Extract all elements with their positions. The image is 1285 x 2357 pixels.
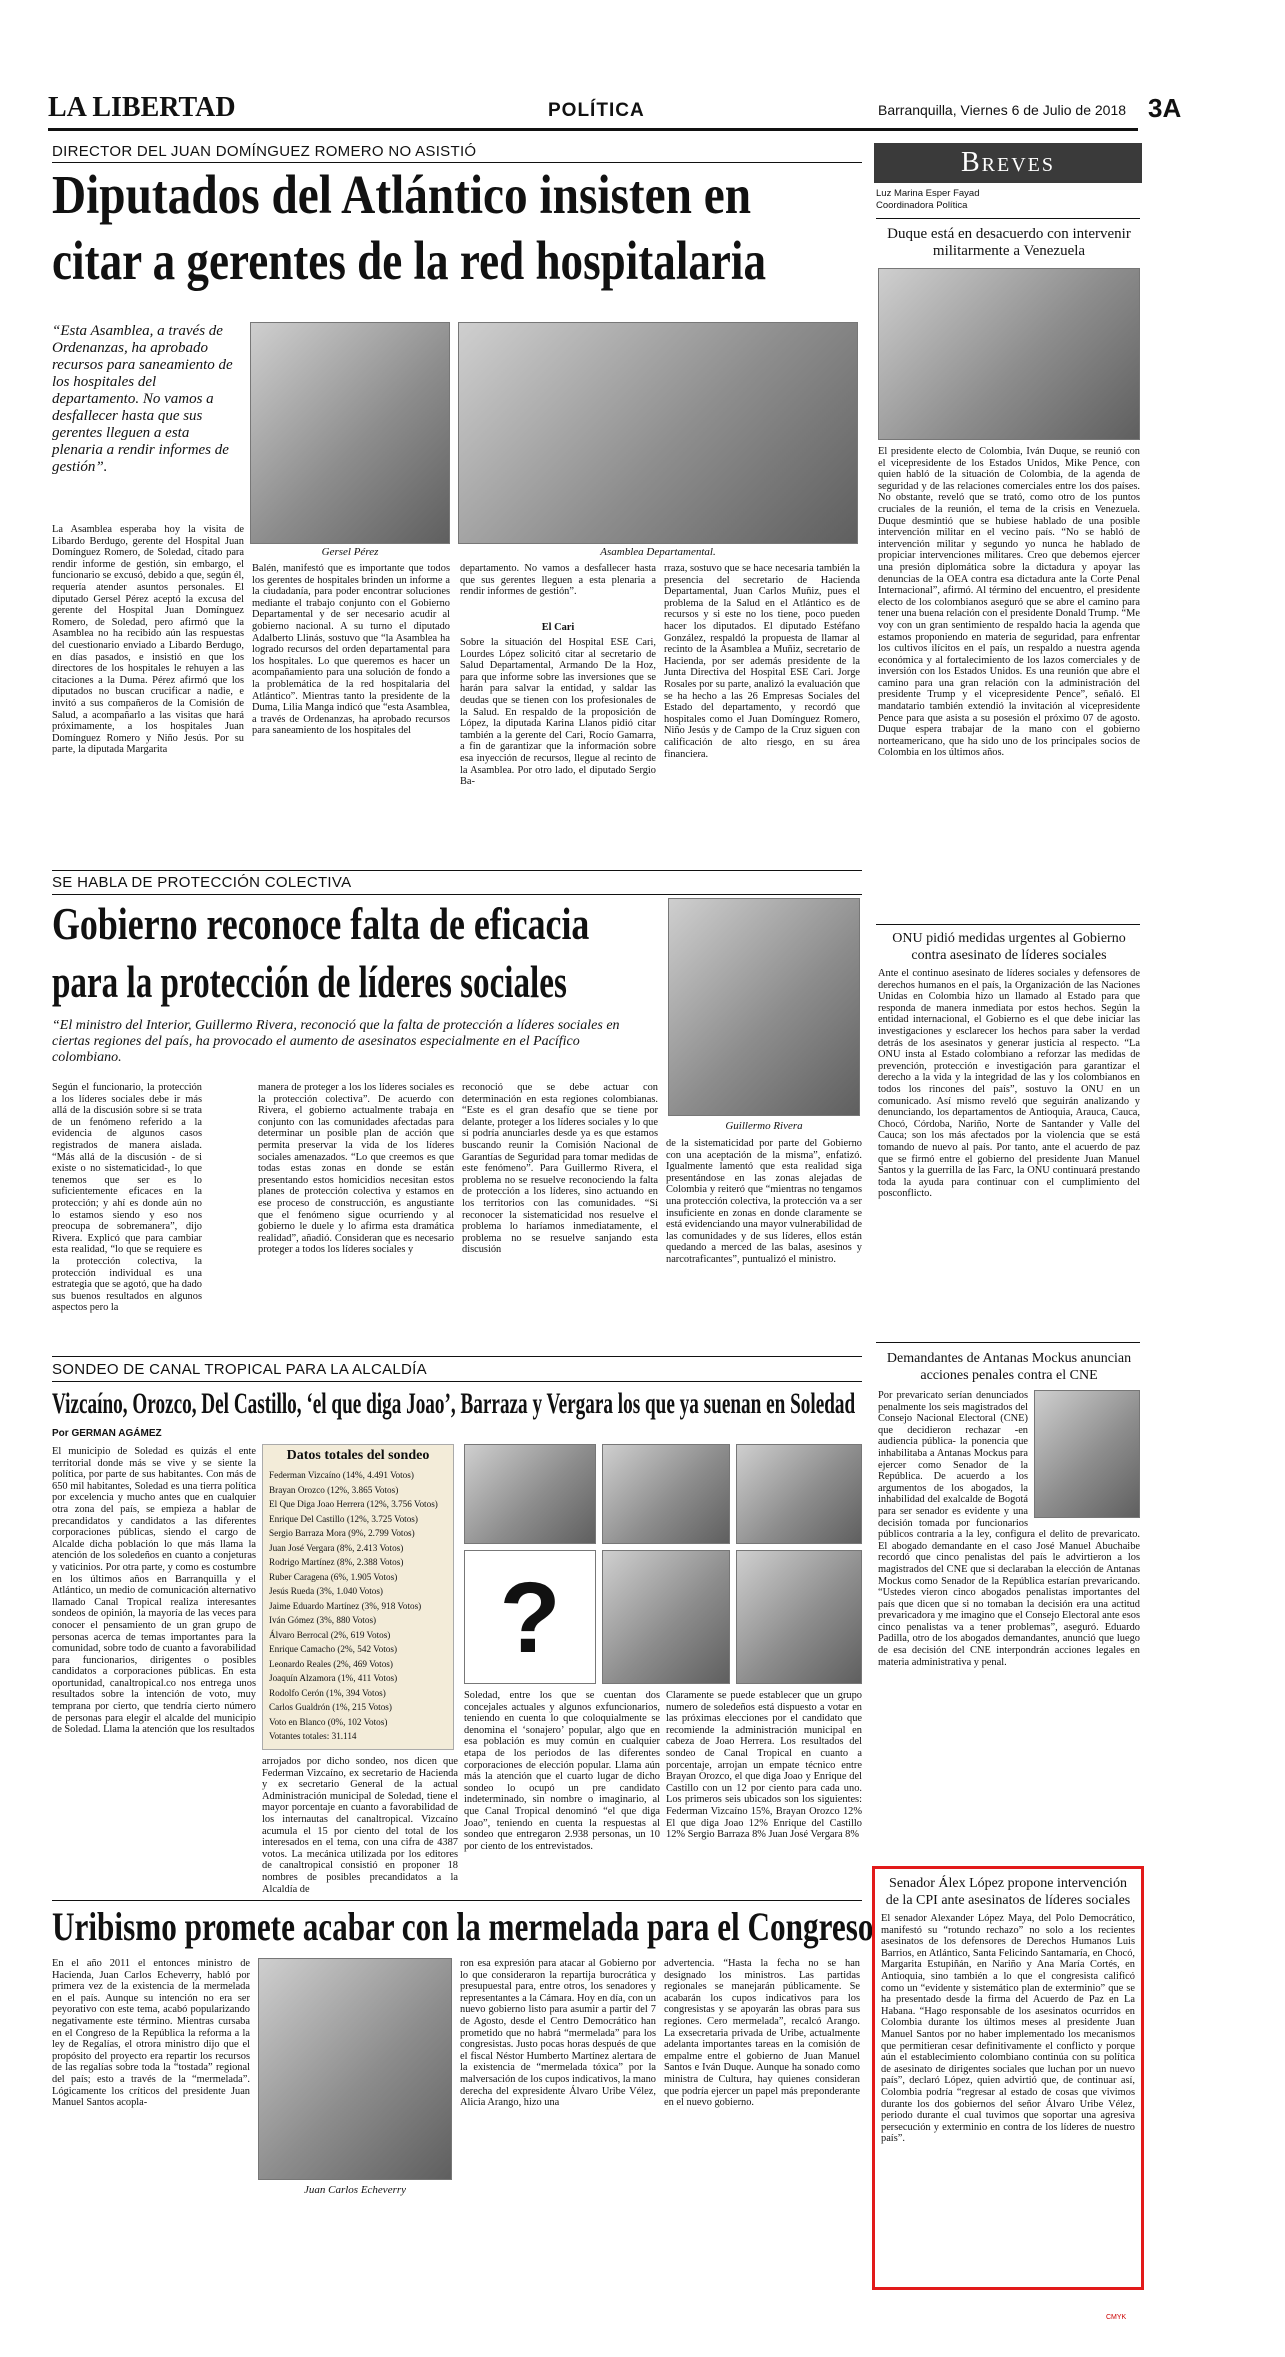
brief4-box [872,1866,1144,2290]
story1-col3b: Sobre la situación del Hospital ESE Cari, Lourdes López solicitó citar al secretario de Salud Departamental, Armando De la Hoz, para que informe sobre las inversiones que se harán para salvar la entidad, y saldar las deudas que se tienen con los profesionales de la Salud. En respaldo de la proposición de López, la diputada Karina Llanos pidió citar también a la gerente del Cari, Rocío Gamarra, a fin de garantizar que la información sobre esa inyección de recursos, llegue al recinto de la Asamblea. Por otro lado, el diputado Sergio Ba- [460,637,656,788]
brief1-text: El presidente electo de Colombia, Iván Duque, se reunió con el vicepresidente de los Estados Unidos, Mike Pence, con quien habló de la situación de Colombia, de la agenda de seguridad y de las relaciones comerciales entre los dos países. No obstante, reveló que se trató, como otro de los puntos cruciales de la reunión, el tema de la crisis en Venezuela. Duque desmintió que se hubiese hablado de una posible intervención militar en el vecino país. “No se habló de intervención militar y segundo yo nunca he hablado de propiciar intervenciones militares. Creo que debemos ejercer una presión diplomática sobre la dictadura y apoyar las denuncias de la OEA contra esa dictadura ante la Corte Penal Internacional”, afirmó. Al término del encuentro, el presidente electo de los colombianos aseguró que se abre el camino para tener una buena relación con el presidente Donald Trump. “Me voy con un gran sentimiento de respaldo hacia la agenda que estamos proponiendo en materia de seguridad, para enfrentar los cultivos ilícitos en el país, un respaldo a nuestra agenda económica y al fortalecimiento de los lazos comerciales y de inversión con los Estados Unidos. Es una reunión que abre el camino para una gran relación con la administración del presidente Trump y el vicepresidente Pence”, señaló. El mandatario también extendió la invitación al vicepresidente Pence para que asista a su posesión el próximo 07 de agosto. Duque espera trabajar de la mano con el gobierno norteamericano, que ha sido uno de los principales socios de Colombia en los últimos años. [878,446,1140,759]
question-mark-icon: ? [499,1562,561,1674]
brief4-text: El senador Alexander López Maya, del Polo Democrático, manifestó su “rotundo rechazo” no solo a los recientes asesinatos de los defensores de Derechos Humanos Luis Barrios, en Atlántico, Santa Felicindo Santamaría, en Chocó, Margarita Estupiñán, en Nariño y Ana María Cortés, en Antioquia, sino también a lo que el congresista calificó como un “evidente y sistemático plan de exterminio” que se ha presentado desde la firma del Acuerdo de Paz en La Habana. “Hago responsable de los asesinatos ocurridos en Colombia durante los últimos meses al presidente Juan Manuel Santos por no haber implementado los mecanismos que permitieran cesar definitivamente el conflicto y porque aún el establecimiento colombiano continúa con su política de asesinato de dirigentes sociales que luchan por un nuevo país”, declaró López, quien advirtió que, de continuar así, Colombia podría “regresar al estado de cosas que vivimos durante los dos gobiernos del señor Álvaro Uribe Vélez, periodo durante el cual tuvimos que soportar una agresiva persecución y exterminio en contra de los líderes de nuestro país”. [881,1913,1135,2145]
poll-box-title: Datos totales del sondeo [286,1448,430,1463]
unknown-candidate-placeholder [464,1550,596,1684]
poll-box [262,1444,454,1750]
story1-caption-1: Gersel Pérez [321,546,379,558]
brief2-title: ONU pidió medidas urgentes al Gobierno contra asesinato de líderes sociales [892,931,1126,963]
story3-headline: Vizcaíno, Orozco, Del Castillo, ‘el que diga Joao’, Barraza y Vergara los que ya suenan en Soledad [52,1387,856,1420]
poll-entry: Voto en Blanco (0%, 102 Votos) [269,1716,388,1727]
masthead [48,90,1182,130]
story3-col2: arrojados por dicho sondeo, nos dicen que Federman Vizcaíno, ex secretario de Hacienda y ex secretario General de la actual Administración municipal de Soledad, tiene el mayor porcentaje en cuanto a favorabilidad de los internautas del canaltropical. Vizcaíno acumula el 15 por ciento del total de los interesados en el tema, con una cifra de 4387 votos. La mecánica utilizada por los editores de canaltropical consistió en proponer 18 nombres de posibles precandidatos a la Alcaldía de [262,1756,458,1895]
story4-headline: Uribismo promete acabar con la mermelada para el Congreso [52,1904,874,1949]
story3-kicker-rule [52,1381,862,1382]
brief3-photo-mockus [1034,1390,1140,1518]
story3-bottom-rule [52,1900,862,1901]
candidate-photo-4 [602,1550,730,1684]
story1-photo-asamblea [458,322,858,544]
story2-kicker: SE HABLA DE PROTECCIÓN COLECTIVA [52,874,352,891]
story1-bottom-rule [52,870,862,871]
poll-entry: Sergio Barraza Mora (9%, 2.799 Votos) [269,1528,415,1538]
poll-entry: Carlos Gualdrón (1%, 215 Votos) [269,1702,392,1712]
story2-col1: Según el funcionario, la protección a los líderes sociales debe ir más allá de la discusión sobre si se trata de un fenómeno referido a la evidencia de algunos casos registrados de manera aislada. “Más allá de la discusión - de si existe o no sistematicidad-, lo que tenemos que ser es lo suficientemente eficaces en la protección; y ahí es donde aún no lo estamos siendo y eso nos preocupa de sobremanera”, dijo Rivera. Explicó que para cambiar esta realidad, “lo que se requiere es la protección colectiva, la protección individual es una estrategia que se agotó, que ha dado sus buenos resultados en algunos aspectos pero la [52,1082,202,1314]
story4-col2: ron esa expresión para atacar al Gobierno por lo que consideraron la repartija burocrática y presupuestal para, entre otros, los senadores y representantes a la Cámara. Hoy en día, con un nuevo gobierno listo para asumir a partir del 7 de Agosto, desde el Centro Democrático han prometido que no habrá “mermelada” para los congresistas. Justo pocas horas después de que el fiscal Néstor Humberto Martínez alertara de la existencia de “mermelada tóxica” por la malversación de los cupos indicativos, la mano derecha del expresidente Álvaro Uribe Vélez, Alicia Arango, hizo una [460,1958,656,2109]
story3-col3: Soledad, entre los que se cuentan dos concejales actuales y algunos exfuncionarios, teniendo en cuenta lo que coloquialmente se denomina el ‘sonajero’ popular, algo que en esa población es muy común en cualquier etapa de los periodos de las diferentes corporaciones de elección popular. Llama aún más la atención que el cuarto lugar de dicho sondeo lo ocupó un pre candidato indeterminado, sin nombre o imaginario, al que Canal Tropical denominó “el que diga Joao”, teniendo en cuenta la respuestas al sondeo que entregaron 2.938 personas, un 10 por ciento de los entrevistados. [464,1690,660,1852]
masthead-rule [48,128,1138,131]
page-number: 3A [1148,93,1182,123]
candidate-photo-1 [464,1444,596,1544]
story2-caption: Guillermo Rivera [725,1120,803,1132]
poll-entry: Jaime Eduardo Martínez (3%, 918 Votos) [269,1600,422,1611]
story4-photo-echeverry [258,1958,452,2180]
story1-kicker-rule [52,162,862,163]
section-name: POLÍTICA [548,100,645,121]
poll-entry: El Que Diga Joao Herrera (12%, 3.756 Votos) [269,1499,438,1509]
poll-entry: Enrique Camacho (2%, 542 Votos) [269,1644,398,1654]
poll-entry: Ruber Caragena (6%, 1.905 Votos) [269,1571,398,1582]
breves-rule-3 [876,1342,1140,1343]
poll-entry: Brayan Orozco (12%, 3.865 Votos) [269,1484,399,1495]
poll-entry: Rodolfo Cerón (1%, 394 Votos) [269,1687,386,1698]
story1-lede: “Esta Asamblea, a través de Ordenanzas, ha aprobado recursos para saneamiento de los hospitales del departamento. No vamos a desfallecer hasta que sus gerentes lleguen a esta plenaria a rendir informes de gestión”. [52,323,233,475]
breves-header [874,143,1142,183]
poll-entry: Votantes totales: 31.114 [269,1731,357,1741]
story2-lede: “El ministro del Interior, Guillermo Rivera, reconoció que la falta de protección a líderes sociales en ciertas regiones del país, ha provocado el aumento de asesinatos especialmente en el Pacífico colombiano. [52,1018,620,1065]
brief3-text: Por prevaricato serían denunciados penalmente los seis magistrados del Consejo Nacional Electoral (CNE) que decidieron rechazar -en audiencia pública- la ponencia que inhabilitaba a Antanas Mockus para ejercer como Senador de la República. De acuerdo a los argumentos de los abogados, la inhabilidad del exalcalde de Bogotá para ser senador es evidente y una decisión tomada por funcionarios públicos contraria a la ley, configura el delito de prevaricato. El abogado demandante en el caso José Manuel Abuchaibe recordó que cinco penalistas del país le advirtieron a los magistrados del CNE que si declaraban la elección de Antanas Mockus como Senador de la República estarían prevaricando. “Ustedes vieron cinco abogados penalistas importantes del país que dicen que si no tomaban la decisión era una actitud prevaricadora y me imagino que el Consejo Electoral ante esos cinco penalistas va a tener problemas”, aseguró. Eduardo Padilla, otro de los abogados demandantes, anunció que luego de esa decisión del CNE interpondrán acciones legales en materia administrativa y penal. [878,1390,1140,1668]
poll-entry: Joaquín Alzamora (1%, 411 Votos) [269,1673,398,1683]
poll-entry: Federman Vizcaíno (14%, 4.491 Votos) [269,1470,414,1480]
story1-col2: Balén, manifestó que es importante que todos los gerentes de hospitales brinden un informe a la ciudadanía, para poder encontrar soluciones mediante el trabajo conjunto con el Gobierno Departamental y de ser necesario acudir al gobierno nacional. A su turno el diputado Adalberto Llinás, sostuvo que “la Asamblea ha logrado recursos del orden departamental para los hospitales. Lo que queremos es hacer un acompañamiento para una solución de fondo a la problemática de la red hospitalaria del Atlántico”. Mientras tanto la presidente de la Duma, Lilia Manga indicó que “esta Asamblea, a través de Ordenanzas, ha aprobado recursos para saneamiento de los hospitales del [252,563,450,737]
brief1-photo-duque-pence [878,268,1140,440]
story2-bottom-rule [52,1356,862,1357]
breves-rule-2 [876,924,1140,925]
story1-caption-2: Asamblea Departamental. [600,546,716,558]
story3-byline: Por GERMAN AGÁMEZ [52,1428,162,1439]
story2-col4: de la sistematicidad por parte del Gobierno con una aceptación de la misma”, enfatizó. Igualmente lamentó que esta realidad siga presentándose en las zonas alejadas de Colombia y reiteró que “mientras no tengamos una protección colectiva, la protección va a ser insuficiente en zonas en donde claramente se está evidenciando una mayor vulnerabilidad de las comunidades y de sus líderes, ellos están quedando a merced de las balas, asesinos y narcotraficantes”, puntualizó el ministro. [666,1138,862,1265]
brief3-title: Demandantes de Antanas Mockus anuncian acciones penales contra el CNE [886,1351,1132,1383]
poll-list [269,1468,449,1744]
story2-col3: reconoció que se debe actuar con determinación en esta regiones colombianas. “Este es el gran desafío que se tiene por delante, proteger a los líderes sociales y lo que si podría anunciarles desde ya es que estamos buscando reunir la Comisión Nacional de Garantías de Seguridad para tomar medidas de este fenómeno”. Para Guillermo Rivera, el problema no se resuelve reconociendo la falta de protección a los líderes, sino actuando en los territorios con las comunidades. “Si reconocer la sistematicidad nos resuelve el problema lo haríamos inmediatamente, el problema no se resuelve sanjando esta discusión [462,1082,658,1256]
candidate-photo-3 [736,1444,862,1544]
story1-col4: rraza, sostuvo que se hace necesaria también la presencia del secretario de Hacienda Departamental, Juan Carlos Muñiz, pues el problema de la Salud en el Atlántico es de recursos y si este no los tiene, poco pueden hacer los diputados. El diputado Estéfano González, respaldó la propuesta de llamar al recinto de la Asamblea a Muñiz, secretario de Hacienda, por ser además presidente de la Junta Directiva del Hospital ESE Cari. Jorge Rosales por su parte, analizó la evaluación que se ha hecho a las 26 Empresas Sociales del Estado del departamento, y recordó que hospitales como el Juan Domínguez Romero, Niño Jesús y de Campo de la Cruz siguen con calificación de alto riesgo, en su área financiera. [664,563,860,760]
breves-rule-1 [876,218,1140,219]
candidate-photo-5 [736,1550,862,1684]
story1-kicker: DIRECTOR DEL JUAN DOMÍNGUEZ ROMERO NO ASISTIÓ [52,143,477,160]
poll-entry: Álvaro Berrocal (2%, 619 Votos) [269,1629,391,1640]
story3-col4: Claramente se puede establecer que un grupo numero de soledeños está dispuesto a votar en las próximas elecciones por el candidato que recomiende la administración municipal en cabeza de Joao Herrera. Los resultados del sondeo de Canal Tropical en cuanto a porcentaje, arrojan un empate técnico entre Brayan Orozco, el que diga Joao y Enrique del Castillo con un 12 por ciento para cada uno. Los primeros seis ubicados son los siguientes: Federman Vizcaíno 15%, Brayan Orozco 12% El que diga Joao 12% Enrique del Castillo 12% Sergio Barraza 8% Juan José Vergara 8% [666,1690,862,1841]
date-line: Barranquilla, Viernes 6 de Julio de 2018 [878,102,1127,118]
poll-entry: Leonardo Reales (2%, 469 Votos) [269,1658,393,1669]
paper-name: LA LIBERTAD [48,92,236,123]
breves-author: Luz Marina Esper Fayad [876,188,980,199]
story4-col3: advertencia. “Hasta la fecha no se han designado los ministros. Las partidas regionales se manejarán públicamente. Se acabarán los cupos indicativos para los congresistas y se apoyarán las obras para sus regiones. Cero mermelada”, recalcó Arango. La exsecretaria privada de Uribe, actualmente adelanta importantes tareas en la comisión de empalme entre el gobierno de Juan Manuel Santos e Iván Duque. Aunque ha sonado como ministra de Cultura, hay quienes consideran que podría ejercer un papel más preponderante en el nuevo gobierno. [664,1958,860,2109]
story1-photo-gersel [250,322,450,544]
story1-col3: departamento. No vamos a desfallecer hasta que sus gerentes lleguen a esta plenaria a rendir informes de gestión”. [460,563,656,598]
brief2-text: Ante el continuo asesinato de líderes sociales y defensores de derechos humanos en el país, la Organización de las Naciones Unidas en Colombia hizo un llamado al Estado para que responda de manera inmediata por estos hechos. Según la entidad internacional, el Gobierno es el que debe iniciar las investigaciones y esclarecer los hechos para saber la verdad detrás de los asesinatos y generar justicia al respecto. “La ONU insta al Estado colombiano a reforzar las medidas de prevención, protección e investigación para garantizar el derecho a la vida y la integridad de las y los colombianos en todos los rincones del país”, sostuvo la ONU en un comunicado. Así mismo reveló que seguirán analizando y denunciando, los departamentos de Antioquia, Arauca, Cauca, Chocó, Córdoba, Nariño, Norte de Santander y Valle del Cauca; son los más afectados por la violencia que se está tomando de nuevo al país. Por tanto, ante el acuerdo de paz que se firmó entre el gobierno del presidente Juan Manuel Santos y la guerrilla de las Farc, la ONU continuará prestando toda la ayuda para continuar con el cumplimiento del posconflicto. [878,968,1140,1200]
story2-col2: manera de proteger a los los líderes sociales es la protección colectiva”. De acuerdo con Rivera, el gobierno actualmente trabaja en conjunto con las comunidades afectadas para determinar un posible plan de acción que permita preservar la vida de los líderes sociales amenazados. “Lo que creemos es que todas estas zonas en donde se están presentando estos homicidios necesitan estos planes de protección colectiva y estamos en ese proceso de construcción, es angustiante que el fenómeno sigue ocurriendo y al gobierno le duele y lo afirma esta dramática realidad”, añadió. Consideran que es necesario proteger a todos los líderes sociales y [258,1082,454,1256]
poll-entry: Iván Gómez (3%, 880 Votos) [269,1615,377,1625]
story2-headline-2: para la protección de líderes sociales [52,956,567,1007]
story4-col1: En el año 2011 el entonces ministro de Hacienda, Juan Carlos Echeverry, habló por primera vez de la existencia de la mermelada en el país. Aunque su intención no era ser peyorativo con este tema, acabó popularizando negativamente este término. Mientras cursaba en el Congreso de la República la reforma a la ley de Regalías, el otrora ministro dijo que el propósito del proyecto era repartir los recursos de las regalías sobre toda la “tostada” regional del país; esto a través de la “mermelada”. Lógicamente los críticos del presidente Juan Manuel Santos acopla- [52,1958,250,2109]
poll-entry: Juan José Vergara (8%, 2.413 Votos) [269,1542,404,1553]
story2-photo-rivera [668,898,860,1116]
cmyk-code: CMYK [1106,2314,1127,2321]
poll-entry: Jesús Rueda (3%, 1.040 Votos) [269,1586,383,1596]
story4-caption: Juan Carlos Echeverry [303,2184,407,2196]
story3-kicker: SONDEO DE CANAL TROPICAL PARA LA ALCALDÍA [52,1361,427,1378]
story1-col1: La Asamblea esperaba hoy la visita de Libardo Berdugo, gerente del Hospital Juan Domínguez Romero, de Soledad, citado para rendir informe de gestión, sin embargo, el funcionario se excusó, debido a que, según él, requería atender asuntos personales. El diputado Gersel Pérez aceptó la excusa del gerente del Hospital Juan Domínguez Romero, de Soledad, pero afirmó que la Asamblea no ha recibido aún las respuestas del cuestionario enviado a Libardo Berdugo, en días pasados, e insistió en que los directores de los hospitales le rehuyen a las citaciones a la Duma. Pérez afirmó que los diputados no buscan crucificar a nadie, e invitó a sus compañeros de la Comisión de Salud, a acompañarlo a las visitas que hará próximamente, a los hospitales Juan Domínguez Romero y Niño Jesús. Por su parte, la diputada Margarita [52,524,244,756]
poll-entry: Enrique Del Castillo (12%, 3.725 Votos) [269,1513,418,1524]
story2-kicker-rule [52,894,862,895]
breves-role: Coordinadora Política [876,200,968,211]
story2-headline-1: Gobierno reconoce falta de eficacia [52,898,590,949]
story1-headline-1: Diputados del Atlántico insisten en [52,164,752,225]
brief1-title: Duque está en desacuerdo con intervenir militarmente a Venezuela [887,226,1131,259]
breves-title: Breves [960,147,1055,178]
poll-entry: Rodrigo Martínez (8%, 2.388 Votos) [269,1557,404,1567]
story3-col1: El municipio de Soledad es quizás el ente territorial donde más se vive y se siente la política, por parte de sus habitantes. Con más de 650 mil habitantes, Soledad es una tierra política por excelencia y mucho antes que en cualquier otra zona del país, se empieza a hablar de precandidatos y candidatos a las diferentes corporaciones públicas, siendo el cargo de Alcalde dicha población lo que más llama la atención de los soledeños en cuanto a conjeturas y vaticinios. Por otra parte, y como es costumbre en los últimos años en Barranquilla y el Atlántico, un medio de comunicación alternativo llamado Canal Tropical realiza interesantes sondeos de opinión, la mayoría de las veces para conocer el pensamiento de un gran grupo de personas acerca de temas importantes para la comunidad, sobre todo de cuanto a favorabilidad para funcionarios, dirigentes o posibles candidatos a corporaciones públicas. En esta oportunidad, canaltropical.co nos entrega unos resultados sobre la intención de voto, muy temprana por cierto, que tendría cierto número de personas para elegir el alcalde del municipio de Soledad. Llama la atención que los resultados [52,1446,256,1736]
story1-headline-2: citar a gerentes de la red hospitalaria [52,230,767,291]
brief4-title: Senador Álex López propone intervención de la CPI ante asesinatos de líderes sociales [885,1876,1131,1908]
candidate-photo-2 [602,1444,730,1544]
story1-col3-sub: El Cari [541,622,575,633]
